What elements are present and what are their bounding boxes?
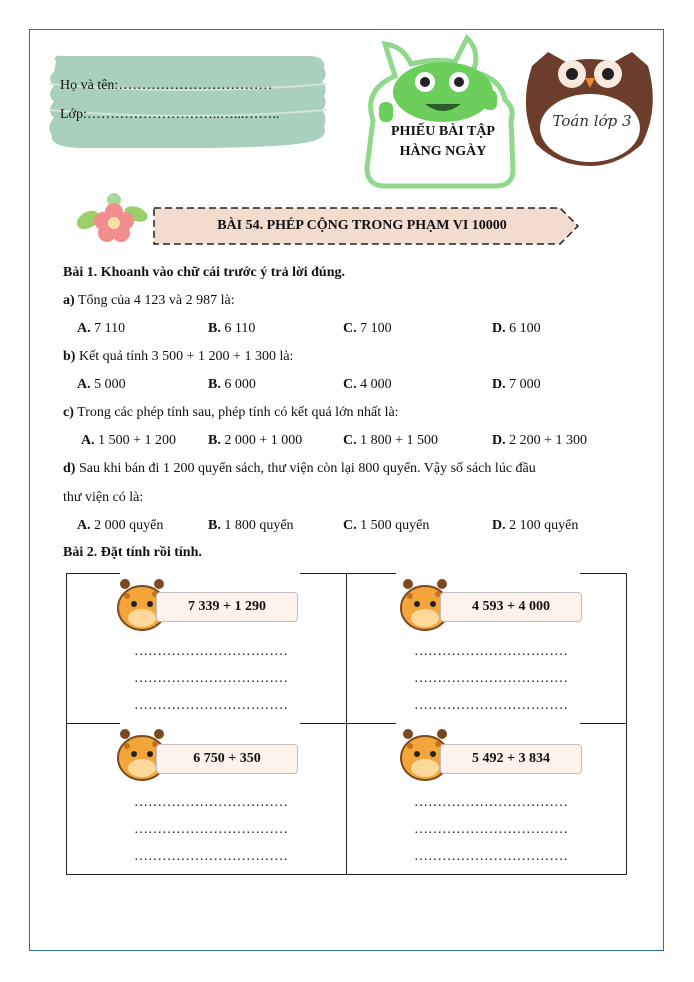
answer-line[interactable]: …………………………… bbox=[134, 671, 288, 686]
answer-line[interactable]: …………………………… bbox=[414, 849, 568, 864]
exercise2-title: Bài 2. Đặt tính rồi tính. bbox=[63, 545, 202, 560]
problem-3: 6 750 + 350 bbox=[156, 744, 298, 774]
table-divider-vertical bbox=[346, 573, 347, 875]
student-info-box bbox=[46, 54, 328, 150]
option-a-B[interactable]: B. 6 110 bbox=[208, 321, 256, 336]
option-a-C[interactable]: C. 7 100 bbox=[343, 321, 392, 336]
student-name-field[interactable]: Họ và tên:…………………………… bbox=[60, 78, 273, 93]
answer-line[interactable]: …………………………… bbox=[414, 698, 568, 713]
question-c: c) Trong các phép tính sau, phép tính có kết quả lớn nhất là: bbox=[63, 405, 399, 420]
question-b: b) Kết quả tính 3 500 + 1 200 + 1 300 là: bbox=[63, 349, 294, 364]
option-b-D[interactable]: D. 7 000 bbox=[492, 377, 541, 392]
option-c-A[interactable]: A. 1 500 + 1 200 bbox=[81, 433, 177, 448]
option-d-A[interactable]: A. 2 000 quyển bbox=[77, 518, 164, 533]
flower-icon bbox=[74, 190, 154, 246]
question-a: a) Tổng của 4 123 và 2 987 là: bbox=[63, 293, 235, 308]
option-b-C[interactable]: C. 4 000 bbox=[343, 377, 392, 392]
answer-line[interactable]: …………………………… bbox=[134, 849, 288, 864]
option-c-D[interactable]: D. 2 200 + 1 300 bbox=[492, 433, 588, 448]
answer-line[interactable]: …………………………… bbox=[414, 644, 568, 659]
problem-4: 5 492 + 3 834 bbox=[440, 744, 582, 774]
option-d-B[interactable]: B. 1 800 quyển bbox=[208, 518, 294, 533]
answer-line[interactable]: …………………………… bbox=[414, 822, 568, 837]
question-d-line2: thư viện có là: bbox=[63, 490, 144, 505]
lesson-title: BÀI 54. PHÉP CỘNG TRONG PHẠM VI 10000 bbox=[217, 218, 507, 233]
worksheet-title: PHIẾU BÀI TẬP HÀNG NGÀY bbox=[391, 124, 495, 159]
option-a-A[interactable]: A. 7 110 bbox=[77, 321, 126, 336]
monster-label-icon bbox=[355, 30, 520, 190]
option-c-B[interactable]: B. 2 000 + 1 000 bbox=[208, 433, 303, 448]
answer-line[interactable]: …………………………… bbox=[414, 795, 568, 810]
answer-line[interactable]: …………………………… bbox=[414, 671, 568, 686]
subject-label: Toán lớp 3 bbox=[552, 112, 632, 130]
answer-line[interactable]: …………………………… bbox=[134, 644, 288, 659]
answer-line[interactable]: …………………………… bbox=[134, 822, 288, 837]
option-d-D[interactable]: D. 2 100 quyển bbox=[492, 518, 579, 533]
class-field[interactable]: Lớp:………………………..…...…….. bbox=[60, 107, 280, 122]
question-d: d) Sau khi bán đi 1 200 quyển sách, thư viện còn lại 800 quyển. Vậy số sách lúc đầu bbox=[63, 461, 536, 476]
option-b-B[interactable]: B. 6 000 bbox=[208, 377, 256, 392]
option-d-C[interactable]: C. 1 500 quyển bbox=[343, 518, 430, 533]
answer-line[interactable]: …………………………… bbox=[134, 698, 288, 713]
problem-1: 7 339 + 1 290 bbox=[156, 592, 298, 622]
exercise1-title: Bài 1. Khoanh vào chữ cái trước ý trả lời đúng. bbox=[63, 265, 345, 280]
option-c-C[interactable]: C. 1 800 + 1 500 bbox=[343, 433, 439, 448]
answer-line[interactable]: …………………………… bbox=[134, 795, 288, 810]
option-b-A[interactable]: A. 5 000 bbox=[77, 377, 126, 392]
problem-2: 4 593 + 4 000 bbox=[440, 592, 582, 622]
owl-icon bbox=[522, 48, 657, 168]
option-a-D[interactable]: D. 6 100 bbox=[492, 321, 541, 336]
